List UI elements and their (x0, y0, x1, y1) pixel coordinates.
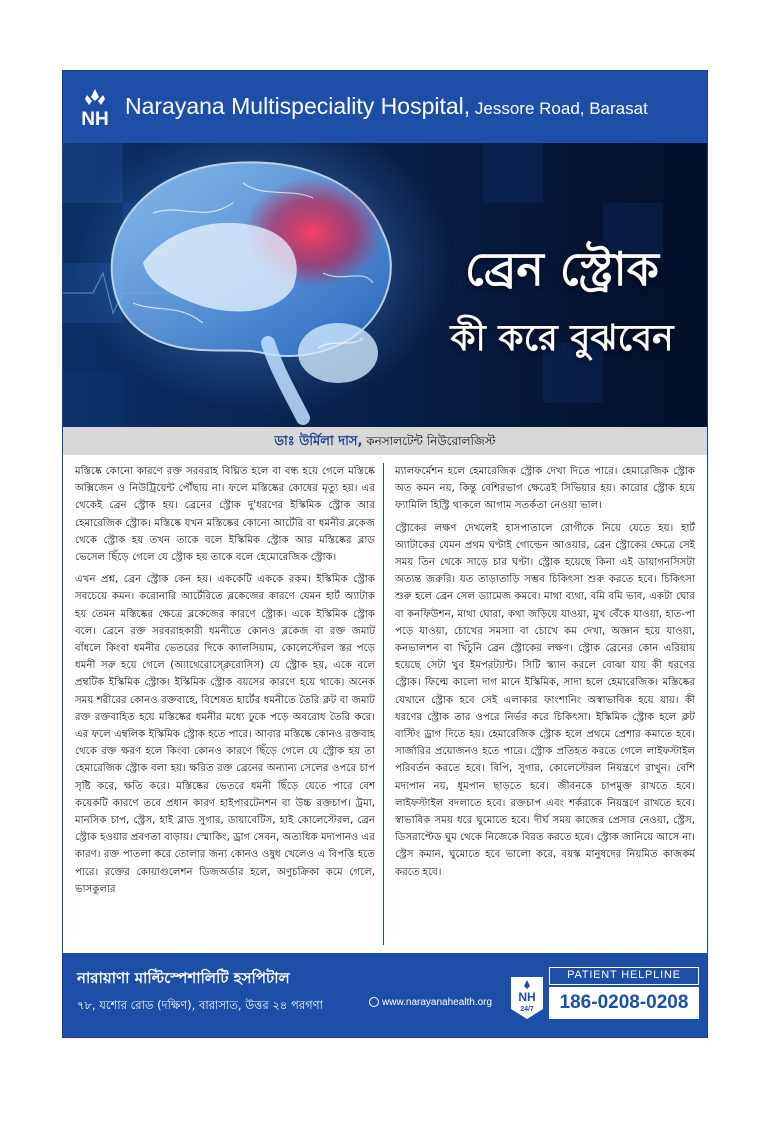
hero-title-line1: ব্রেন স্ট্রোক (465, 242, 659, 296)
badge-text: NH (518, 990, 536, 1004)
hero-banner (63, 143, 707, 427)
article-paragraph: এখন প্রশ্ন, ব্রেন স্ট্রোক কেন হয়। এককেটি এককে রকম। ইস্কিমিক স্ট্রোক সবচেয়ে কমন। করোনারি আর্টেরিতে ব্লকেজের কারণে যেমন হার্ট অ্যাটাক হয় তেমন মস্তিষ্কের ক্ষেত্রে ব্লকেজের কারণে স্ট্রোক। একে ইস্কিমিক স্ট্রোক বলে। ব্রেনে রক্ত সরবরাহকারী ধমনীতে কোনও ব্লকেজ বা রক্ত জমাট বাঁধলে কিংবা ধমনীর ভেতরের দিকে ক্যালসিয়াম, কোলেস্টেরল স্তর পড়ে ধমনী সরু হয়ে গেলে (অ্যাথেরোস্ক্লেরোসিস) যে স্ট্রোক হয়, একে বলে প্রম্বটিক ইস্কিমিক স্ট্রোক। ইস্কিমিক স্ট্রোক বয়সের কারণে হয়ে থাকে। অনেক সময় শরীরের কোনও রক্তবাহে, বিশেষত হার্টের ধমনীতে তৈরি ক্লট বা জমাট রক্ত রক্তবাহিত হয়ে মস্তিষ্কের ধমনীর মধ্যে ঢুকে পড়ে অবরোধ তৈরি করে। এর ফলে এম্বলিক ইস্কিমিক স্ট্রোক হতে পারে। আবার মস্তিষ্কে কোনও রক্তবাহ থেকে রক্ত ক্ষরণ হলে কিংবা কোনও কারণে ছিঁড়ে গেলে যে স্ট্রোক হয় তা হেমারেজিক স্ট্রোক বলা হয়। ক্ষরিত রক্ত ব্রেনের অন্যান্য সেলের ওপরে চাপ সৃষ্টি করে, ক্ষতি করে। মস্তিষ্কের ভেতরে ধমনী ছিঁড়ে যেতে পারে বেশ কয়েকটি কারণে তবে প্রধান কারণ হাইপারটেনশন বা উচ্চ রক্তচাপ। ট্রমা, মানসিক চাপ, স্ট্রেস, হাই ব্লাড সুগার, ডায়াবেটিস, হাই কোলেস্টেরল, ব্রেন স্ট্রোক হওয়ার প্রবণতা বাড়ায়। স্মোকিং, ড্রাগ সেবন, অত্যধিক মদ্যপানও এর কারণ। রক্ত পাতলা করে তোলার জন্য কোনও ওষুধ খেলেও এ বিপত্তি হতে পারে। রক্তের কোয়াগুলেশন ডিজঅর্ডার হলে, অণুচক্রিকা কমে গেলে, ভাসকুলার (75, 574, 375, 895)
hospital-location: Jessore Road, Barasat (470, 99, 648, 118)
column-divider (383, 463, 384, 945)
advertisement (62, 70, 708, 1038)
article-paragraph: ম্যালফর্মেশন হলে হেমারেজিক স্ট্রোক দেখা দিতে পারে। হেমারেজিক স্ট্রোক অত কমন নয়, কিন্তু বেশিরভাগ ক্ষেত্রেই সিভিয়ার হয়। কারোর স্ট্রোক হয়ে ফ্যামিলি হিস্ট্রি থাকলে আগাম সতর্কতা নেওয়া ভাল। (395, 466, 695, 512)
article-column-left (75, 463, 375, 947)
hospital-name (125, 93, 648, 120)
doctor-byline (63, 427, 707, 455)
hero-title-line2: কী করে বুঝবেন (450, 318, 674, 359)
footer (63, 953, 707, 1037)
helpline-number[interactable]: 186-0208-0208 (549, 987, 699, 1019)
badge-subtext: 24/7 (520, 1006, 534, 1013)
article-column-right (395, 463, 695, 947)
logo-text: NH (81, 109, 109, 129)
footer-hospital-name: নারায়াণা মাল্টিস্পেশালিটি হসপিটাল (77, 969, 290, 987)
patient-helpline (549, 967, 699, 1027)
helpline-label: PATIENT HELPLINE (549, 967, 699, 985)
article-paragraph: স্ট্রোকের লক্ষণ দেখলেই হাসপাতালে রোগীকে নিয়ে যেতে হয়। হার্ট অ্যাটাকের যেমন প্রথম ঘণ্টাই গোল্ডেন আওয়ার, ব্রেন স্ট্রোকের ক্ষেত্রে সেই সময় তিন থেকে সাড়ে চার ঘণ্টা। স্ট্রোক হয়েছে কিনা এই ডায়াগনসিসটা অত্যন্ত জরুরি। যত তাড়াতাড়ি সম্ভব চিকিৎসা শুরু করতে হবে। চিকিৎসা শুরু হলে ব্রেন সেল ড্যামেজ কমবে। মাথা ব্যথা, বমি বমি ভাব, একটা ঘোর বা কনফিউশন, মাথা ঘোরা, কথা জড়িয়ে যাওয়া, মুখ বেঁকে যাওয়া, হাত-পা পড়ে যাওয়া, চোখের সমস্যা বা চোখে কম দেখা, অজ্ঞান হয়ে যাওয়া, কনভালশন বা খিঁচুনি ব্রেন স্ট্রোকের লক্ষণ। স্ট্রোক ব্রেনের কোন এরিয়ায় হয়েছে সেটা খুব ইমপরট্যান্ট। সিটি স্ক্যান করলে বোঝা যায় কী ধরণের স্ট্রোক। ফিল্মে কালো দাগ মানে ইস্কিমিক, সাদা হলে হেমারেজিক। মস্তিষ্কের যেখানে স্ট্রোক হবে সেই এলাকার ফাংশানিং অস্বাভাবিক হয়ে যায়। কী ধরণের স্ট্রোক তার ওপরে নির্ভর করে চিকিৎসা। ইস্কিমিক স্ট্রোক হলে ক্লট বাস্টিং ড্রাগ দিতে হয়। হেমারেজিক স্ট্রোক হলে প্রথমে প্রেশার কমাতে হবে। সার্জারির প্রয়োজনও হতে পারে। স্ট্রোক প্রতিহত করতে গেলে লাইফস্টাইল পরিবর্তন করতে হবে। বিপি, সুগার, কোলেস্টেরল নিয়ন্ত্রণে রাখুন। বেশি মদ্যপান নয়, ধূমপান ছাড়তে হবে। জীবনকে চাপমুক্ত রাখতে হবে। লাইফস্টাইল বদলাতে হবে। রক্তচাপ এবং শর্করাকে নিয়ন্ত্রণে রাখতে হবে। স্বাভাবিক সময় ধরে ঘুমোতে হবে। দীর্ঘ সময় কাজের প্রেসার নেওয়া, স্ট্রেস, ডিসরাপ্টেড ঘুম থেকে নিজেকে বিরত করতে হবে। স্ট্রোক জানিয়ে আসে না। স্ট্রেস কমান, ঘুমোতে হবে ভালো করে, বয়স্ক মানুষদের নিয়মিত কাজকর্ম করতে হবে। (395, 522, 695, 878)
hospital-logo-icon (73, 87, 117, 129)
header-banner (63, 71, 707, 143)
footer-address: ৭৮, যশোর রোড (দক্ষিণ), বারাসাত, উত্তর ২৪ পরগণা (77, 998, 323, 1012)
website-text[interactable]: www.narayanahealth.org (382, 997, 493, 1008)
nh-247-badge-icon (509, 975, 545, 1021)
doctor-name: ডাঃ উর্মিলা দাস, (274, 434, 363, 449)
hospital-name-text: Narayana Multispeciality Hospital, (125, 93, 471, 119)
globe-icon (369, 997, 379, 1007)
article-paragraph: মস্তিষ্কে কোনো কারণে রক্ত সরবরাহ বিঘ্নিত হলে বা বন্ধ হয়ে গেলে মস্তিষ্কে অক্সিজেন ও নিউট্রিয়েন্ট পৌঁছায় না। ফলে মস্তিষ্কের কোষের মৃত্যু হয়। এর থেকেই ব্রেন স্ট্রোক হয়। ব্রেনের স্ট্রোক দু'ধরণের ইস্কিমিক স্ট্রোক আর হেমারেজিক স্ট্রোক। মস্তিষ্কে যখন মস্তিষ্কের কোনো আর্টেরি বা ধমনীর ব্লকেজ থেকে স্ট্রোক হয় তখন তাকে বলে ইস্কিমিক স্ট্রোক আর মস্তিষ্কের ব্লাড ভেসেল ছিঁড়ে গেলে যে স্ট্রোক হয় তাকে বলে হেমোরেজিক স্ট্রোক। (75, 466, 375, 564)
footer-website[interactable] (369, 997, 492, 1008)
doctor-designation: কনসালটেন্ট নিউরোলজিস্ট (362, 434, 496, 448)
